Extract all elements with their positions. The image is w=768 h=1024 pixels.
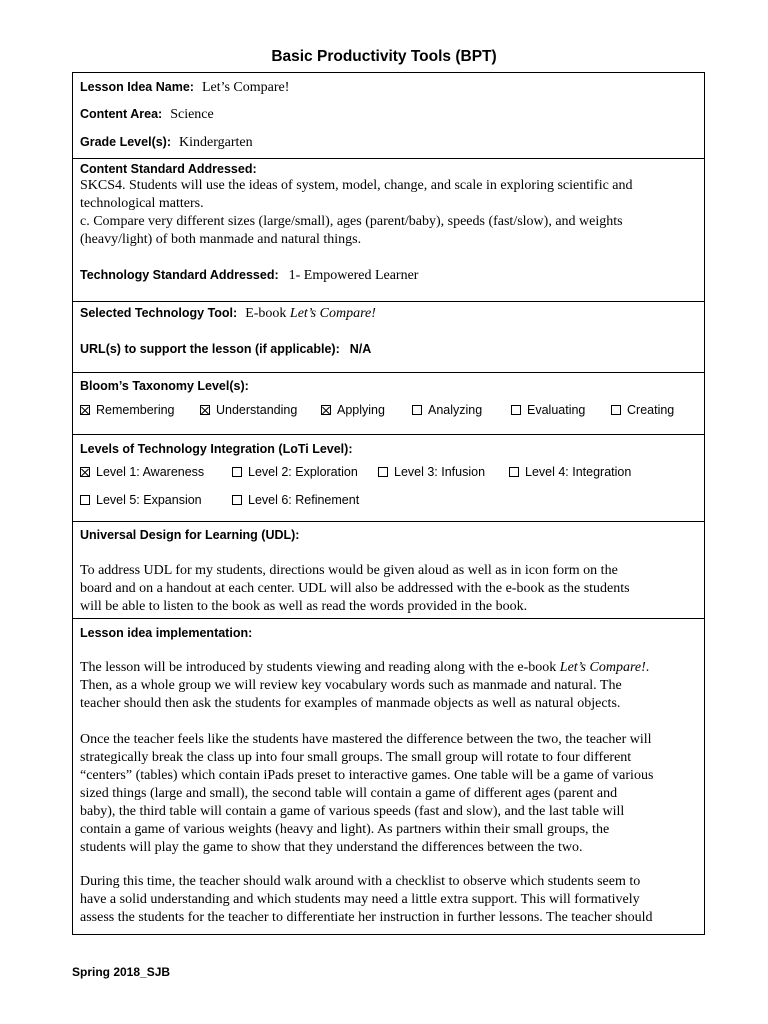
technology-tool-section	[73, 302, 704, 373]
implementation-line: contain a game of various weights (heavy and light). As partners within their small groups, the	[80, 822, 610, 837]
content-area-value: Science	[170, 107, 214, 122]
checkbox-creating[interactable]	[611, 403, 674, 417]
checkbox-evaluating[interactable]	[511, 403, 585, 417]
lesson-name-row	[80, 78, 289, 96]
content-standard-label: Content Standard Addressed:	[80, 162, 257, 176]
grade-level-value: Kindergarten	[179, 135, 253, 150]
implementation-line: strategically break the class up into four small groups. The small group will rotate to four different	[80, 750, 632, 765]
tech-tool-label: Selected Technology Tool:	[80, 306, 238, 320]
checkbox-label: Level 2: Exploration	[248, 465, 358, 479]
grade-level-row	[80, 133, 253, 151]
tech-standard-value: 1- Empowered Learner	[288, 268, 419, 283]
checkbox-empty-icon	[378, 467, 388, 477]
checkbox-label: Analyzing	[428, 403, 483, 417]
checkbox-empty-icon	[509, 467, 519, 477]
checkbox-label: Remembering	[96, 403, 175, 417]
loti-section	[73, 435, 704, 522]
tech-tool-title: Let’s Compare!	[289, 306, 376, 321]
loti-label: Levels of Technology Integration (LoTi Level):	[80, 442, 353, 456]
checkbox-label: Level 3: Infusion	[394, 465, 486, 479]
checkbox-checked-icon	[80, 467, 90, 477]
implementation-line: “centers” (tables) which contain iPads preset to interactive games. One table will be a game of various	[80, 768, 654, 783]
content-standard-line: c. Compare very different sizes (large/small), ages (parent/baby), speeds (fast/slow), and weights	[80, 214, 623, 229]
checkbox-level-2[interactable]	[232, 465, 358, 479]
udl-label: Universal Design for Learning (UDL):	[80, 528, 300, 542]
lesson-name-value: Let’s Compare!	[201, 80, 290, 95]
implementation-line: Once the teacher feels like the students have mastered the difference between the two, the teacher will	[80, 732, 652, 747]
implementation-line	[80, 659, 649, 677]
checkbox-label: Level 1: Awareness	[96, 465, 205, 479]
content-standard-line: technological matters.	[80, 196, 204, 211]
url-value: N/A	[349, 342, 372, 356]
checkbox-level-4[interactable]	[509, 465, 631, 479]
checkbox-level-5[interactable]	[80, 493, 202, 507]
checkbox-checked-icon	[80, 405, 90, 415]
checkbox-applying[interactable]	[321, 403, 385, 417]
standards-section	[73, 159, 704, 302]
checkbox-level-6[interactable]	[232, 493, 359, 507]
udl-line: board and on a handout at each center. UDL will also be addressed with the e-book as the students	[80, 581, 630, 596]
implementation-line: assess the students for the teacher to differentiate her instruction in further lessons. The teacher should	[80, 910, 653, 925]
checkbox-label: Level 5: Expansion	[96, 493, 202, 507]
bpt-form	[72, 72, 705, 935]
content-area-row	[80, 105, 214, 123]
lesson-name-label: Lesson Idea Name:	[80, 80, 194, 94]
checkbox-empty-icon	[511, 405, 521, 415]
implementation-line: baby), the third table will contain a game of various speeds (fast and slow), and the last table will	[80, 804, 625, 819]
checkbox-empty-icon	[412, 405, 422, 415]
checkbox-empty-icon	[232, 495, 242, 505]
lesson-info-section	[73, 73, 704, 159]
implementation-line: Then, as a whole group we will review key vocabulary words such as manmade and natural. The	[80, 678, 622, 693]
ebook-title: Let’s Compare!	[559, 660, 646, 675]
checkbox-label: Creating	[627, 403, 675, 417]
tech-tool-prefix: E-book	[245, 306, 290, 321]
checkbox-checked-icon	[321, 405, 331, 415]
checkbox-label: Level 6: Refinement	[248, 493, 360, 507]
implementation-text: .	[645, 660, 650, 675]
page-title: Basic Productivity Tools (BPT)	[271, 48, 497, 65]
checkbox-empty-icon	[80, 495, 90, 505]
checkbox-empty-icon	[232, 467, 242, 477]
blooms-label: Bloom’s Taxonomy Level(s):	[80, 379, 249, 393]
checkbox-understanding[interactable]	[200, 403, 297, 417]
checkbox-empty-icon	[611, 405, 621, 415]
checkbox-remembering[interactable]	[80, 403, 175, 417]
content-standard-line: (heavy/light) of both manmade and natural things.	[80, 232, 362, 247]
implementation-line: During this time, the teacher should walk around with a checklist to observe which students seem to	[80, 874, 641, 889]
implementation-section	[73, 619, 704, 934]
checkbox-analyzing[interactable]	[412, 403, 482, 417]
implementation-line: students will play the game to show that they understand the differences between the two.	[80, 840, 583, 855]
udl-section	[73, 522, 704, 619]
implementation-label: Lesson idea implementation:	[80, 626, 253, 640]
udl-line: will be able to listen to the book as well as read the words provided in the book.	[80, 599, 528, 614]
implementation-line: have a solid understanding and which students may need a little extra support. This will formatively	[80, 892, 640, 907]
checkbox-label: Understanding	[216, 403, 298, 417]
checkbox-checked-icon	[200, 405, 210, 415]
checkbox-level-1[interactable]	[80, 465, 204, 479]
content-standard-line: SKCS4. Students will use the ideas of system, model, change, and scale in exploring scientific and	[80, 178, 633, 193]
url-label: URL(s) to support the lesson (if applicable):	[80, 342, 340, 356]
tech-standard-label: Technology Standard Addressed:	[80, 268, 279, 282]
checkbox-label: Evaluating	[527, 403, 586, 417]
tech-tool-value	[245, 306, 376, 321]
grade-level-label: Grade Level(s):	[80, 135, 172, 149]
implementation-text: The lesson will be introduced by students viewing and reading along with the e-book	[80, 660, 560, 675]
udl-line: To address UDL for my students, directions would be given aloud as well as in icon form on the	[80, 563, 618, 578]
implementation-line: teacher should then ask the students for examples of manmade objects as well as natural objects.	[80, 696, 621, 711]
checkbox-label: Level 4: Integration	[525, 465, 632, 479]
blooms-section	[73, 373, 704, 435]
checkbox-level-3[interactable]	[378, 465, 485, 479]
content-area-label: Content Area:	[80, 107, 163, 121]
implementation-line: sized things (large and small), the second table will contain a game of different ages (parent and	[80, 786, 618, 801]
page-footer: Spring 2018_SJB	[72, 965, 171, 979]
checkbox-label: Applying	[337, 403, 385, 417]
